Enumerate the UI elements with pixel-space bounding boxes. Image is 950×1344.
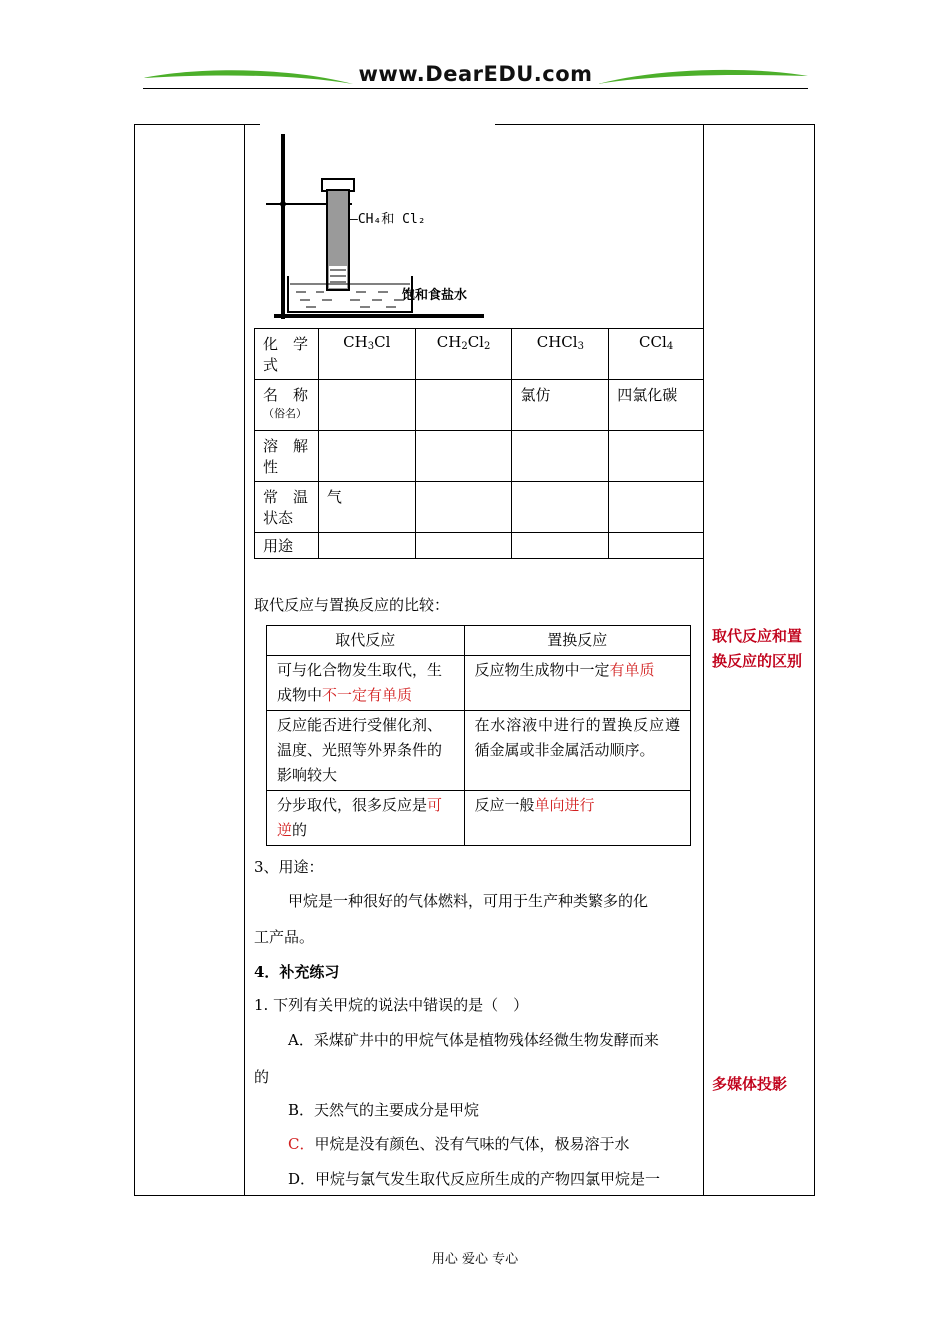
table-row: [255, 329, 704, 380]
table-cell: [318, 380, 415, 431]
side-note-multimedia: 多媒体投影: [712, 1075, 788, 1093]
row-header: 溶 解 性: [255, 431, 319, 482]
table-cell: 四氯化碳: [609, 380, 704, 431]
question-1: 1. 下列有关甲烷的说法中错误的是（ ）: [254, 996, 529, 1014]
usage-paragraph-line2: 工产品。: [254, 928, 315, 946]
table-row: [267, 711, 691, 791]
table-cell: 反应物生成物中一定有单质: [464, 656, 690, 711]
table-cell: [415, 533, 512, 559]
row-header: 常 温 状态: [255, 482, 319, 533]
table-row: [267, 626, 691, 656]
table-cell: [415, 431, 512, 482]
right-swoosh-icon: [598, 64, 808, 88]
row-header: 名 称 （俗名）: [255, 380, 319, 431]
option-a-line1: A．采煤矿井中的甲烷气体是植物残体经微生物发酵而来: [288, 1031, 659, 1049]
table-row: [255, 482, 704, 533]
table-cell: [415, 380, 512, 431]
option-a-line2: 的: [254, 1068, 270, 1086]
table-cell: 在水溶液中进行的置换反应遵循金属或非金属活动顺序。: [464, 711, 690, 791]
header-rule: [143, 88, 808, 89]
table-cell: [609, 533, 704, 559]
reaction-comparison-table: [266, 625, 691, 846]
table-cell: 可与化合物发生取代，生成物中不一定有单质: [267, 656, 465, 711]
table-cell: [512, 482, 609, 533]
formula-chcl3: CHCl$_3$: [512, 329, 609, 380]
table-cell: [512, 533, 609, 559]
formula-ch2cl2: $CH_2Cl_2$: [415, 329, 512, 380]
table-cell: 反应一般单向进行: [464, 791, 690, 846]
page-footer: 用心 爱心 专心: [431, 1252, 519, 1267]
column-header: 置换反应: [464, 626, 690, 656]
usage-heading: 3、用途：: [254, 858, 324, 876]
table-cell: 氯仿: [512, 380, 609, 431]
page-header: [143, 58, 808, 92]
apparatus-diagram: [260, 124, 495, 326]
chloromethane-properties-table: [254, 328, 704, 559]
salt-water-label: 饱和食盐水: [402, 288, 468, 303]
table-cell: [415, 482, 512, 533]
table-cell: 气: [318, 482, 415, 533]
practice-heading: 4．补充练习: [254, 963, 340, 981]
table-cell: [609, 482, 704, 533]
table-cell: [512, 431, 609, 482]
gas-label: —CH₄和 Cl₂: [350, 212, 426, 227]
comparison-title: 取代反应与置换反应的比较：: [254, 596, 450, 614]
option-d: D．甲烷与氯气发生取代反应所生成的产物四氯甲烷是一: [288, 1170, 661, 1188]
side-note-comparison: 取代反应和置换反应的区别: [712, 627, 803, 670]
site-logo: www.DearEDU.com: [358, 62, 593, 86]
row-header: 用途: [255, 533, 319, 559]
table-cell: 分步取代，很多反应是可逆的: [267, 791, 465, 846]
formula-ccl4: CCl$_4$: [609, 329, 704, 380]
column-divider-right: [703, 124, 704, 1196]
table-row: [255, 431, 704, 482]
table-row: [267, 656, 691, 711]
table-row: [255, 380, 704, 431]
table-cell: [318, 533, 415, 559]
option-b: B．天然气的主要成分是甲烷: [288, 1101, 480, 1119]
table-cell: 反应能否进行受催化剂、温度、光照等外界条件的影响较大: [267, 711, 465, 791]
table-cell: [318, 431, 415, 482]
option-c: C．甲烷是没有颜色、没有气味的气体，极易溶于水: [288, 1135, 630, 1153]
row-header: 化 学 式: [255, 329, 319, 380]
column-divider-left: [244, 124, 245, 1196]
table-row: [255, 533, 704, 559]
table-row: [267, 791, 691, 846]
table-cell: [609, 431, 704, 482]
formula-ch3cl: $CH_3Cl$: [318, 329, 415, 380]
column-header: 取代反应: [267, 626, 465, 656]
usage-paragraph-line1: 甲烷是一种很好的气体燃料，可用于生产种类繁多的化: [288, 892, 649, 910]
